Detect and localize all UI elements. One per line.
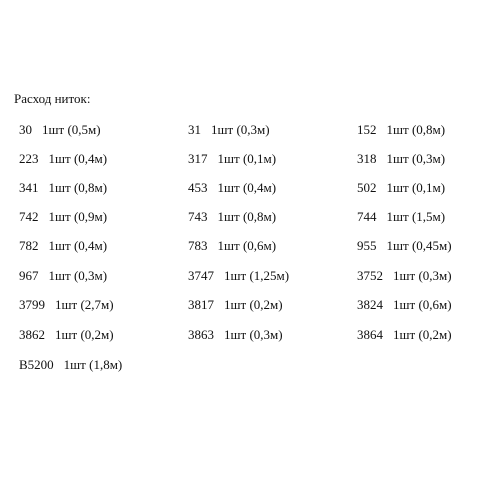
thread-code: 955 <box>357 238 377 253</box>
thread-quantity: 1шт (0,6м) <box>217 238 277 253</box>
thread-quantity: 1шт (0,3м) <box>211 122 270 137</box>
thread-code: 744 <box>357 209 377 224</box>
thread-quantity: 1шт (0,2м) <box>55 327 114 342</box>
thread-code: 317 <box>188 151 208 166</box>
thread-code: 3824 <box>357 297 383 312</box>
thread-code: 3863 <box>188 327 214 342</box>
thread-quantity: 1шт (0,4м) <box>48 238 108 253</box>
thread-code: 3799 <box>19 297 45 312</box>
thread-entry <box>188 209 276 225</box>
thread-quantity: 1шт (0,4м) <box>217 180 277 195</box>
thread-code: 223 <box>19 151 39 166</box>
thread-entry <box>188 297 283 313</box>
thread-quantity: 1шт (0,3м) <box>48 268 108 283</box>
thread-code: 3862 <box>19 327 45 342</box>
thread-code: 967 <box>19 268 39 283</box>
thread-code: 341 <box>19 180 39 195</box>
thread-code: 31 <box>188 122 201 137</box>
thread-quantity: 1шт (0,6м) <box>393 297 452 312</box>
thread-entry <box>19 180 107 196</box>
thread-quantity: 1шт (0,3м) <box>386 151 446 166</box>
thread-quantity: 1шт (0,2м) <box>393 327 452 342</box>
thread-entry <box>357 268 452 284</box>
thread-entry <box>19 122 101 138</box>
thread-code: 152 <box>357 122 377 137</box>
thread-entry <box>19 357 122 373</box>
thread-quantity: 1шт (0,3м) <box>224 327 283 342</box>
thread-code: 782 <box>19 238 39 253</box>
thread-quantity: 1шт (0,9м) <box>48 209 108 224</box>
thread-entry <box>357 238 452 254</box>
thread-entry <box>357 151 445 167</box>
thread-entry <box>188 268 289 284</box>
thread-entry <box>357 297 452 313</box>
thread-code: 30 <box>19 122 32 137</box>
thread-quantity: 1шт (0,45м) <box>386 238 452 253</box>
thread-entry <box>188 327 283 343</box>
thread-entry <box>357 180 445 196</box>
thread-code: 502 <box>357 180 377 195</box>
thread-code: 318 <box>357 151 377 166</box>
thread-entry <box>19 151 107 167</box>
thread-code: B5200 <box>19 357 54 372</box>
thread-entry <box>357 209 445 225</box>
thread-code: 453 <box>188 180 208 195</box>
thread-entry <box>19 297 114 313</box>
thread-consumption-heading: Расход ниток: <box>14 91 91 106</box>
thread-quantity: 1шт (0,4м) <box>48 151 108 166</box>
thread-quantity: 1шт (0,8м) <box>217 209 277 224</box>
thread-entry <box>188 180 276 196</box>
thread-code: 3747 <box>188 268 214 283</box>
thread-code: 3817 <box>188 297 214 312</box>
thread-quantity: 1шт (0,8м) <box>386 122 446 137</box>
thread-entry <box>188 122 270 138</box>
thread-entry <box>357 122 445 138</box>
thread-quantity: 1шт (2,7м) <box>55 297 114 312</box>
thread-code: 743 <box>188 209 208 224</box>
thread-entry <box>19 238 107 254</box>
thread-code: 742 <box>19 209 39 224</box>
thread-entry <box>19 209 107 225</box>
thread-quantity: 1шт (1,8м) <box>63 357 123 372</box>
thread-entry <box>19 268 107 284</box>
thread-entry <box>188 238 276 254</box>
thread-quantity: 1шт (0,2м) <box>224 297 283 312</box>
thread-quantity: 1шт (1,5м) <box>386 209 446 224</box>
thread-code: 3752 <box>357 268 383 283</box>
thread-quantity: 1шт (0,3м) <box>393 268 452 283</box>
thread-quantity: 1шт (1,25м) <box>224 268 290 283</box>
thread-code: 3864 <box>357 327 383 342</box>
thread-entry <box>188 151 276 167</box>
thread-entry <box>19 327 114 343</box>
thread-entry <box>357 327 452 343</box>
thread-quantity: 1шт (0,1м) <box>386 180 446 195</box>
thread-quantity: 1шт (0,5м) <box>42 122 101 137</box>
thread-quantity: 1шт (0,8м) <box>48 180 108 195</box>
thread-quantity: 1шт (0,1м) <box>217 151 277 166</box>
thread-code: 783 <box>188 238 208 253</box>
